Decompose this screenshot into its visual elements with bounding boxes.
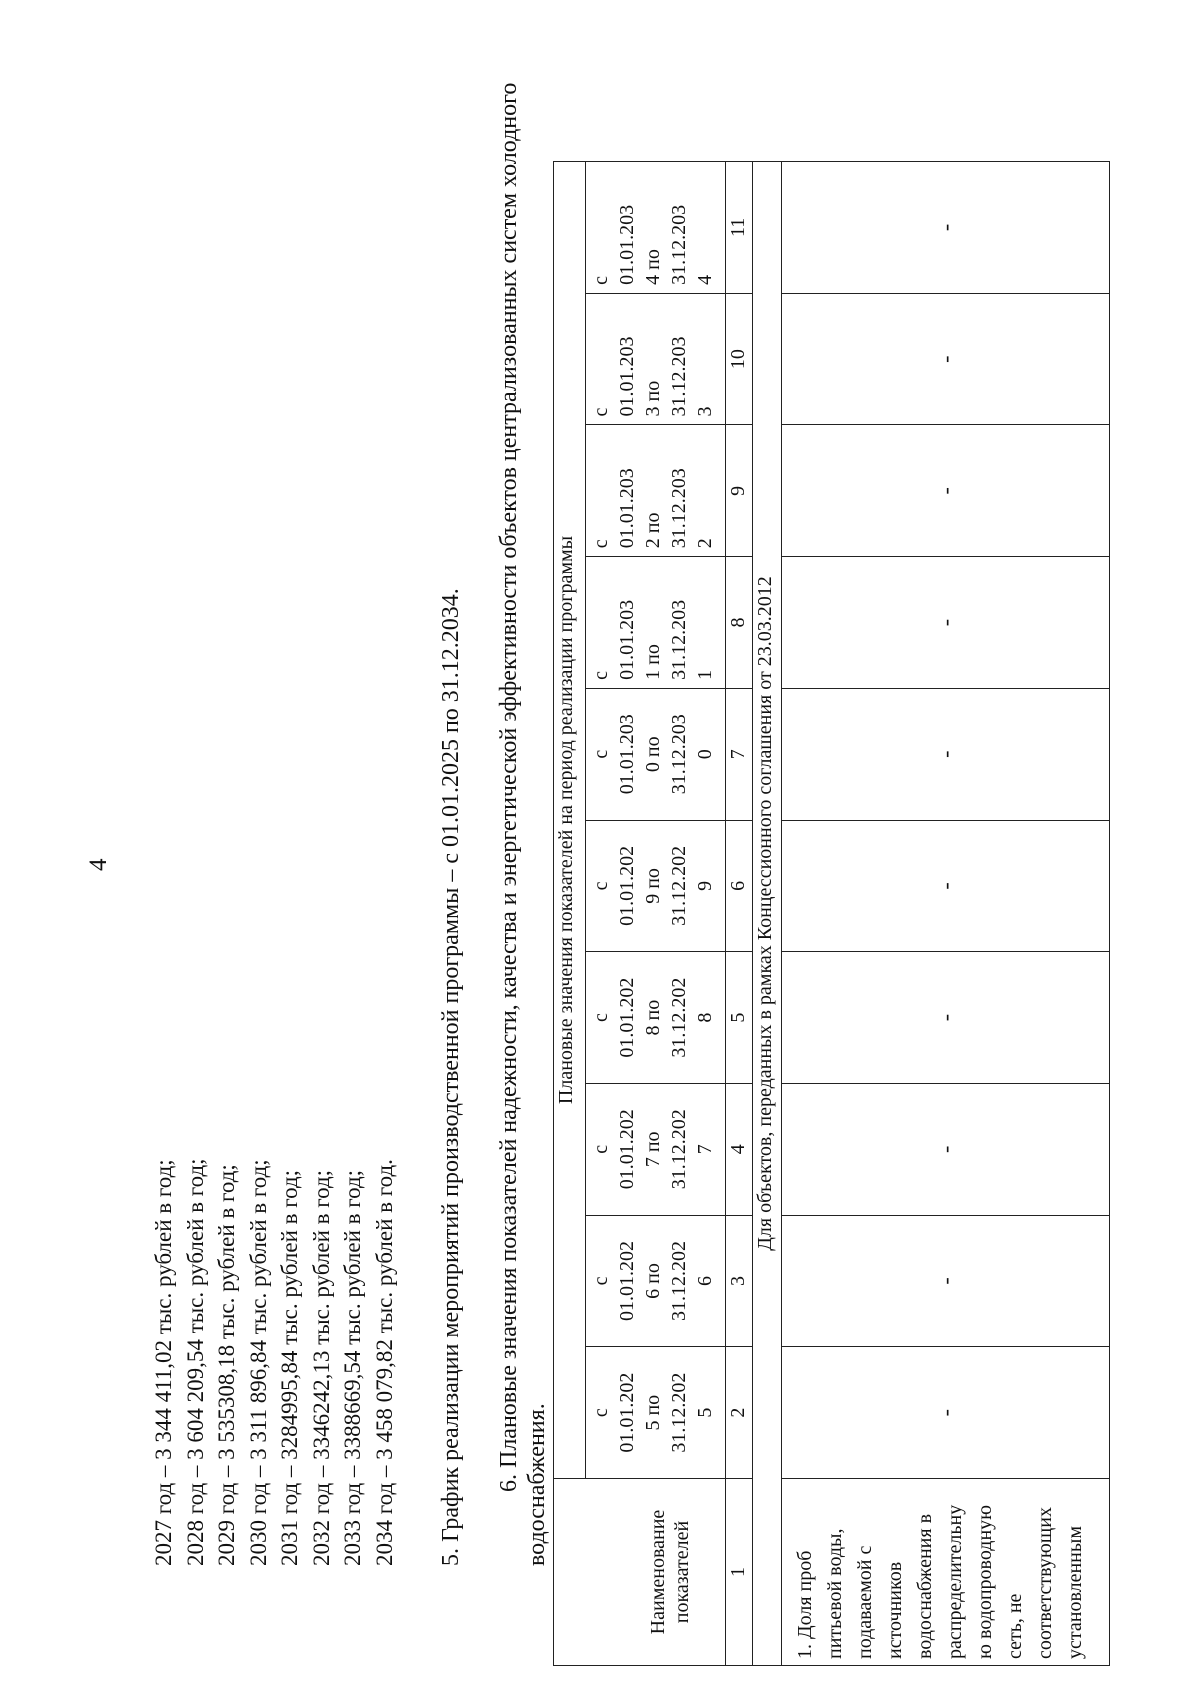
period-line: с [590, 1276, 612, 1286]
row-name-line: водоснабжения в [914, 1513, 936, 1659]
period-header-7 [586, 557, 726, 689]
period-header-3 [586, 1083, 726, 1215]
budget-list [148, 1158, 400, 1566]
column-number-4: 4 [726, 1083, 753, 1215]
row-value-8: - [782, 425, 1110, 557]
period-line: с [590, 881, 612, 891]
period-header-8 [586, 425, 726, 557]
column-number-10: 10 [726, 293, 753, 425]
period-line: 01.01.202 [616, 1240, 638, 1321]
budget-line: 2030 год – 3 311 896,84 тыс. рублей в год; [245, 1159, 271, 1566]
period-line: 8 [694, 1012, 716, 1023]
budget-line: 2033 год – 3388669,54 тыс. рублей в год; [340, 1169, 365, 1566]
period-header-9 [586, 293, 726, 425]
period-line: с [590, 1013, 612, 1023]
column-number-5: 5 [726, 952, 753, 1084]
period-line: 9 по [642, 868, 664, 904]
period-line: с [590, 275, 612, 285]
period-line: с [590, 749, 612, 759]
concession-span-row: Для объектов, переданных в рамках Концессионного соглашения от 23.03.2012 [753, 162, 782, 1666]
row-value-7: - [782, 557, 1110, 689]
period-line: 01.01.203 [616, 336, 638, 417]
period-line: 01.01.203 [616, 714, 638, 795]
row-value-1: - [782, 1347, 1110, 1479]
column-number-2: 2 [726, 1347, 753, 1479]
row-value-2: - [782, 1215, 1110, 1347]
budget-line: 2034 год – 3 458 079,82 тыс. рублей в год. [371, 1159, 397, 1566]
header-planned-values: Плановые значения показателей на период реализации программы [554, 162, 586, 1479]
period-line: 1 [694, 669, 716, 680]
budget-line: 2028 год – 3 604 209,54 тыс. рублей в год; [182, 1158, 208, 1566]
period-line: 1 по [642, 644, 664, 680]
period-line: 01.01.203 [616, 468, 638, 549]
period-header-row [586, 162, 726, 1666]
period-line: 8 по [642, 999, 664, 1036]
period-line: с [590, 1408, 612, 1418]
column-number-6: 6 [726, 820, 753, 952]
period-line: 31.12.203 [668, 204, 690, 285]
period-line: 0 [694, 749, 716, 760]
page-number: 4 [85, 858, 112, 871]
column-number-1: 1 [726, 1479, 753, 1666]
budget-line: 2029 год – 3 535308,18 тыс. рублей в год; [214, 1164, 239, 1566]
period-line: 6 по [642, 1263, 664, 1299]
period-line: 9 [694, 880, 716, 891]
row-name-line: сеть, не [1004, 1593, 1026, 1659]
row-name-line: распределительну [944, 1504, 966, 1659]
period-line: 31.12.202 [668, 1240, 690, 1321]
period-line: 31.12.202 [668, 845, 690, 926]
period-line: 3 по [642, 380, 664, 417]
table-row [782, 162, 1110, 1666]
row-name-line: ю водопроводную [974, 1504, 996, 1659]
period-line: 01.01.202 [616, 1109, 638, 1190]
period-line: 31.12.203 [668, 336, 690, 417]
period-line: с [590, 407, 612, 417]
row-name-line: питьевой воды, [824, 1528, 846, 1659]
row-name-line: соответствующих [1034, 1507, 1056, 1659]
period-line: 01.01.202 [616, 845, 638, 926]
period-line: 4 [694, 274, 716, 285]
period-line: с [590, 1144, 612, 1154]
column-number-7: 7 [726, 688, 753, 820]
period-line: 5 по [642, 1394, 664, 1431]
budget-line: 2027 год – 3 344 411,02 тыс. рублей в год; [151, 1159, 176, 1566]
period-line: 6 [694, 1275, 716, 1286]
row-value-6: - [782, 688, 1110, 820]
period-line: с [590, 539, 612, 549]
column-number-11: 11 [726, 162, 753, 294]
header-indicator-name: Наименование показателей [554, 1479, 726, 1666]
column-number-9: 9 [726, 425, 753, 557]
period-header-5 [586, 820, 726, 952]
budget-line: 2031 год – 3284995,84 тыс. рублей в год; [277, 1169, 302, 1566]
period-header-4 [586, 952, 726, 1084]
row-name-line: установленным [1064, 1526, 1086, 1659]
period-line: 2 [694, 538, 716, 549]
column-number-8: 8 [726, 557, 753, 689]
period-line: с [590, 670, 612, 680]
period-line: 31.12.203 [668, 468, 690, 549]
period-line: 2 по [642, 512, 664, 549]
period-line: 4 по [642, 249, 664, 285]
row-name-line: 1. Доля проб [794, 1550, 816, 1659]
row-indicator-name [782, 1479, 1110, 1666]
section-5-heading: 5. График реализации мероприятий производственной программы – с 01.01.2025 по 31.12.2034. [438, 588, 464, 1566]
row-name-line: подаваемой с [854, 1545, 876, 1659]
period-line: 7 [694, 1144, 716, 1155]
column-number-row [726, 162, 753, 1666]
column-number-3: 3 [726, 1215, 753, 1347]
period-line: 31.12.202 [668, 1109, 690, 1190]
period-line: 31.12.203 [668, 714, 690, 795]
period-line: 31.12.203 [668, 599, 690, 680]
period-line: 01.01.202 [616, 977, 638, 1058]
row-value-9: - [782, 293, 1110, 425]
budget-line: 2032 год – 3346242,13 тыс. рублей в год; [308, 1169, 334, 1566]
indicators-table [553, 161, 1110, 1666]
period-line: 31.12.202 [668, 1372, 690, 1453]
row-value-10: - [782, 162, 1110, 294]
section-6-heading: 6. Плановые значения показателей надежности, качества и энергетической эффективности объектов централизованных систем холодного водоснабжения. [496, 82, 550, 1566]
period-line: 3 [694, 406, 716, 417]
period-header-6 [586, 688, 726, 820]
period-line: 01.01.202 [616, 1372, 638, 1453]
row-value-3: - [782, 1083, 1110, 1215]
period-line: 01.01.203 [616, 204, 638, 285]
period-line: 7 по [642, 1131, 664, 1168]
row-value-4: - [782, 952, 1110, 1084]
period-line: 31.12.202 [668, 977, 690, 1058]
row-value-5: - [782, 820, 1110, 952]
period-line: 0 по [642, 736, 664, 773]
period-header-10 [586, 162, 726, 294]
period-line: 5 [694, 1407, 716, 1418]
period-line: 01.01.203 [616, 599, 638, 680]
period-header-2 [586, 1215, 726, 1347]
period-header-1 [586, 1347, 726, 1479]
row-name-line: источников [884, 1561, 906, 1659]
